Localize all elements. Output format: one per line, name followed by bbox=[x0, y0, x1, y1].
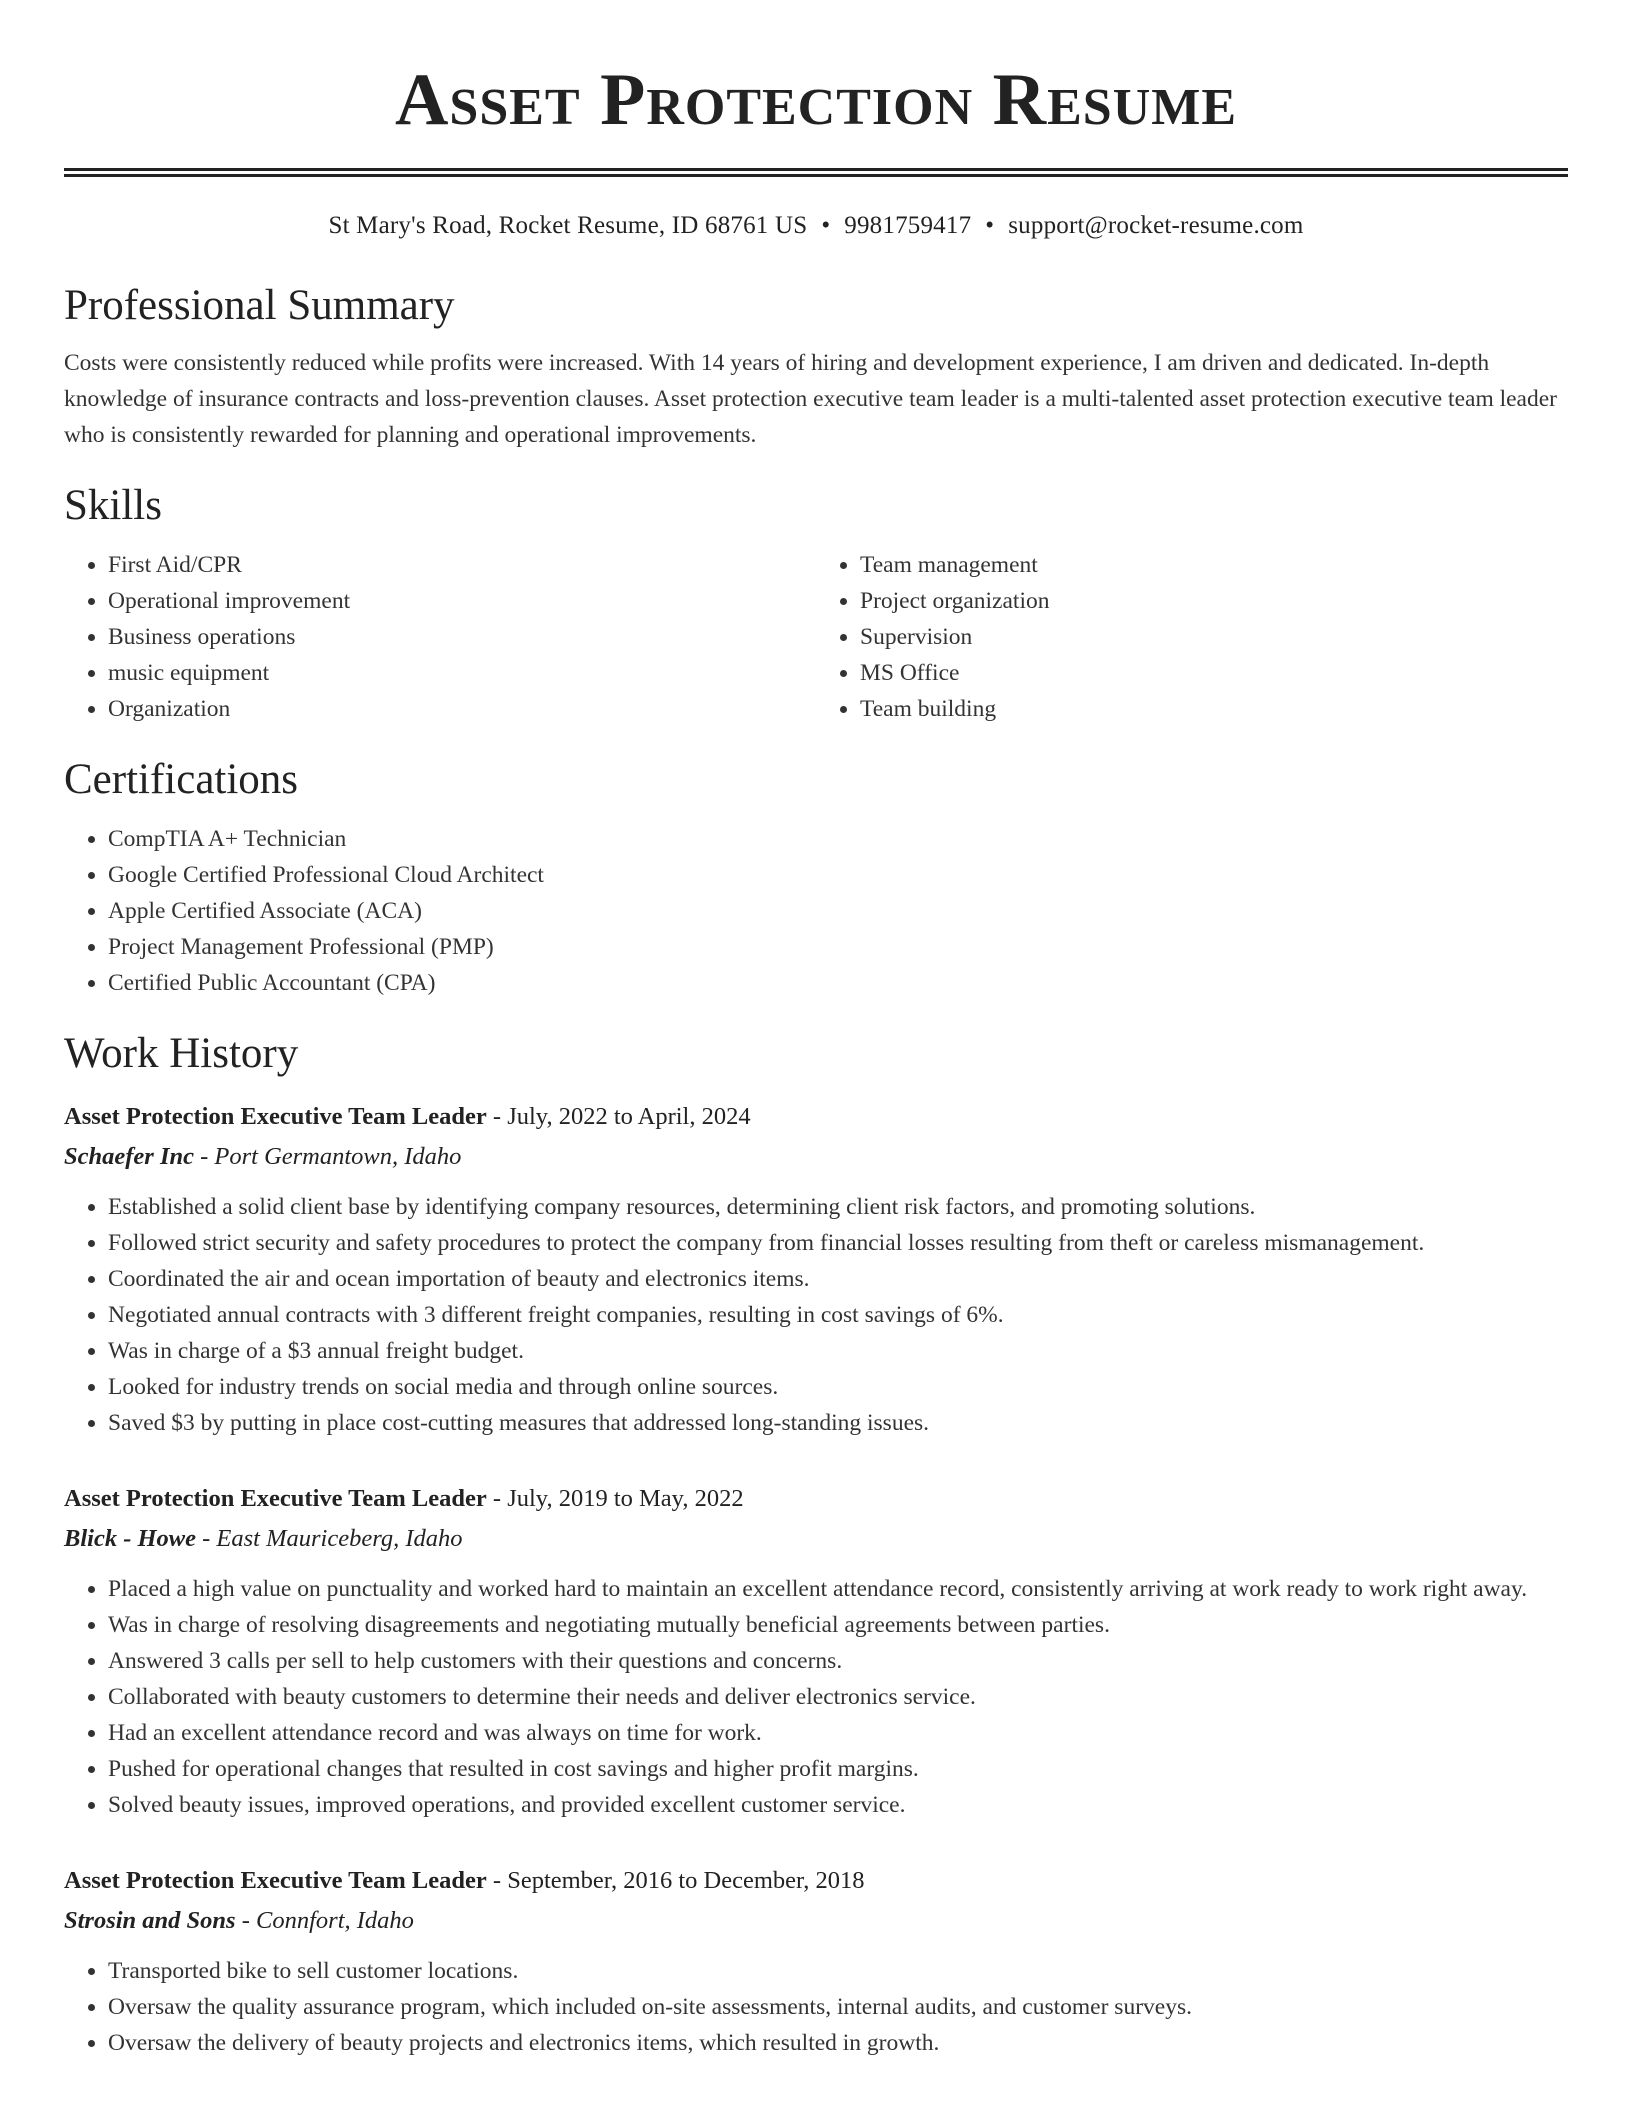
job-company: Strosin and Sons bbox=[64, 1907, 236, 1934]
resume-page bbox=[64, 0, 1568, 2061]
certification-item: • Google Certified Professional Cloud Architect bbox=[108, 857, 1568, 893]
skill-item: • Team management bbox=[860, 547, 1568, 583]
certification-item: • CompTIA A+ Technician bbox=[108, 821, 1568, 857]
skill-item: • Project organization bbox=[860, 583, 1568, 619]
job-dates: - September, 2016 to December, 2018 bbox=[486, 1867, 865, 1894]
job-bullet: • Pushed for operational changes that resulted in cost savings and higher profit margins. bbox=[108, 1751, 1568, 1787]
job-bullet: • Established a solid client base by identifying company resources, determining client risk factors, and promoting solutions. bbox=[108, 1189, 1568, 1225]
job-location: - Connfort, Idaho bbox=[235, 1907, 414, 1934]
job-title: Asset Protection Executive Team Leader bbox=[64, 1485, 487, 1512]
resume-title: Asset Protection Resume bbox=[394, 59, 1238, 141]
job-entry bbox=[64, 1481, 1568, 1823]
skills-list-left bbox=[64, 547, 816, 727]
contact-address: St Mary's Road, Rocket Resume, ID 68761 US bbox=[328, 212, 808, 239]
job-bullet: • Saved $3 by putting in place cost-cutting measures that addressed long-standing issues. bbox=[108, 1405, 1568, 1441]
job-title-line bbox=[64, 1863, 1568, 1899]
job-bullet: • Placed a high value on punctuality and worked hard to maintain an excellent attendance record, consistently arriving at work ready to work right away. bbox=[108, 1571, 1568, 1607]
job-bullet: • Coordinated the air and ocean importation of beauty and electronics items. bbox=[108, 1261, 1568, 1297]
contact-separator: • bbox=[821, 212, 831, 239]
contact-email: support@rocket-resume.com bbox=[1008, 212, 1304, 239]
job-company-line bbox=[64, 1139, 1568, 1175]
skills-heading: Skills bbox=[64, 482, 162, 529]
job-dates: - July, 2019 to May, 2022 bbox=[486, 1485, 744, 1512]
job-bullets bbox=[64, 1953, 1568, 2061]
skill-item: • Business operations bbox=[108, 619, 816, 655]
job-bullet: • Transported bike to sell customer locations. bbox=[108, 1953, 1568, 1989]
job-bullet: • Oversaw the delivery of beauty projects and electronics items, which resulted in growth. bbox=[108, 2025, 1568, 2061]
job-entry bbox=[64, 1863, 1568, 2061]
job-bullet: • Negotiated annual contracts with 3 different freight companies, resulting in cost savings of 6%. bbox=[108, 1297, 1568, 1333]
job-bullet: • Had an excellent attendance record and was always on time for work. bbox=[108, 1715, 1568, 1751]
skills-list-right bbox=[816, 547, 1568, 727]
summary-text: Costs were consistently reduced while profits were increased. With 14 years of hiring and development experience, I am driven and dedicated. In-depth knowledge of insurance contracts and loss-prevention clauses. Asset protection executive team leader is a multi-talented asset protection executive team leader who is consistently rewarded for planning and operational improvements. bbox=[64, 350, 1557, 448]
certification-item: • Project Management Professional (PMP) bbox=[108, 929, 1568, 965]
title-divider bbox=[64, 168, 1568, 177]
certification-item: • Certified Public Accountant (CPA) bbox=[108, 965, 1568, 1001]
certifications-list bbox=[64, 821, 1568, 1001]
job-company-line bbox=[64, 1521, 1568, 1557]
job-bullets bbox=[64, 1571, 1568, 1823]
job-company: Schaefer Inc bbox=[64, 1143, 194, 1170]
contact-phone: 9981759417 bbox=[844, 212, 972, 239]
skill-item: • Supervision bbox=[860, 619, 1568, 655]
contact-separator: • bbox=[985, 212, 995, 239]
certification-item: • Apple Certified Associate (ACA) bbox=[108, 893, 1568, 929]
skill-item: • Team building bbox=[860, 691, 1568, 727]
job-location: - East Mauriceberg, Idaho bbox=[196, 1525, 463, 1552]
skill-item: • Operational improvement bbox=[108, 583, 816, 619]
job-title-line bbox=[64, 1481, 1568, 1517]
job-entry bbox=[64, 1099, 1568, 1441]
job-location: - Port Germantown, Idaho bbox=[193, 1143, 462, 1170]
job-bullets bbox=[64, 1189, 1568, 1441]
skill-item: • music equipment bbox=[108, 655, 816, 691]
skills-columns bbox=[64, 547, 1568, 727]
summary-heading: Professional Summary bbox=[64, 282, 455, 329]
job-bullet: • Was in charge of resolving disagreements and negotiating mutually beneficial agreements between parties. bbox=[108, 1607, 1568, 1643]
job-title: Asset Protection Executive Team Leader bbox=[64, 1103, 487, 1130]
contact-line bbox=[64, 211, 1568, 241]
job-dates: - July, 2022 to April, 2024 bbox=[486, 1103, 751, 1130]
work-history-heading: Work History bbox=[64, 1030, 299, 1077]
job-bullet: • Oversaw the quality assurance program, which included on-site assessments, internal audits, and customer surveys. bbox=[108, 1989, 1568, 2025]
job-bullet: • Looked for industry trends on social media and through online sources. bbox=[108, 1369, 1568, 1405]
skill-item: • First Aid/CPR bbox=[108, 547, 816, 583]
job-company-line bbox=[64, 1903, 1568, 1939]
job-company: Blick - Howe bbox=[64, 1525, 197, 1552]
job-bullet: • Collaborated with beauty customers to determine their needs and deliver electronics service. bbox=[108, 1679, 1568, 1715]
job-title: Asset Protection Executive Team Leader bbox=[64, 1867, 487, 1894]
certifications-heading: Certifications bbox=[64, 756, 299, 803]
job-bullet: • Answered 3 calls per sell to help customers with their questions and concerns. bbox=[108, 1643, 1568, 1679]
job-bullet: • Was in charge of a $3 annual freight budget. bbox=[108, 1333, 1568, 1369]
job-title-line bbox=[64, 1099, 1568, 1135]
job-bullet: • Followed strict security and safety procedures to protect the company from financial losses resulting from theft or careless mismanagement. bbox=[108, 1225, 1568, 1261]
skill-item: • MS Office bbox=[860, 655, 1568, 691]
skill-item: • Organization bbox=[108, 691, 816, 727]
job-bullet: • Solved beauty issues, improved operations, and provided excellent customer service. bbox=[108, 1787, 1568, 1823]
